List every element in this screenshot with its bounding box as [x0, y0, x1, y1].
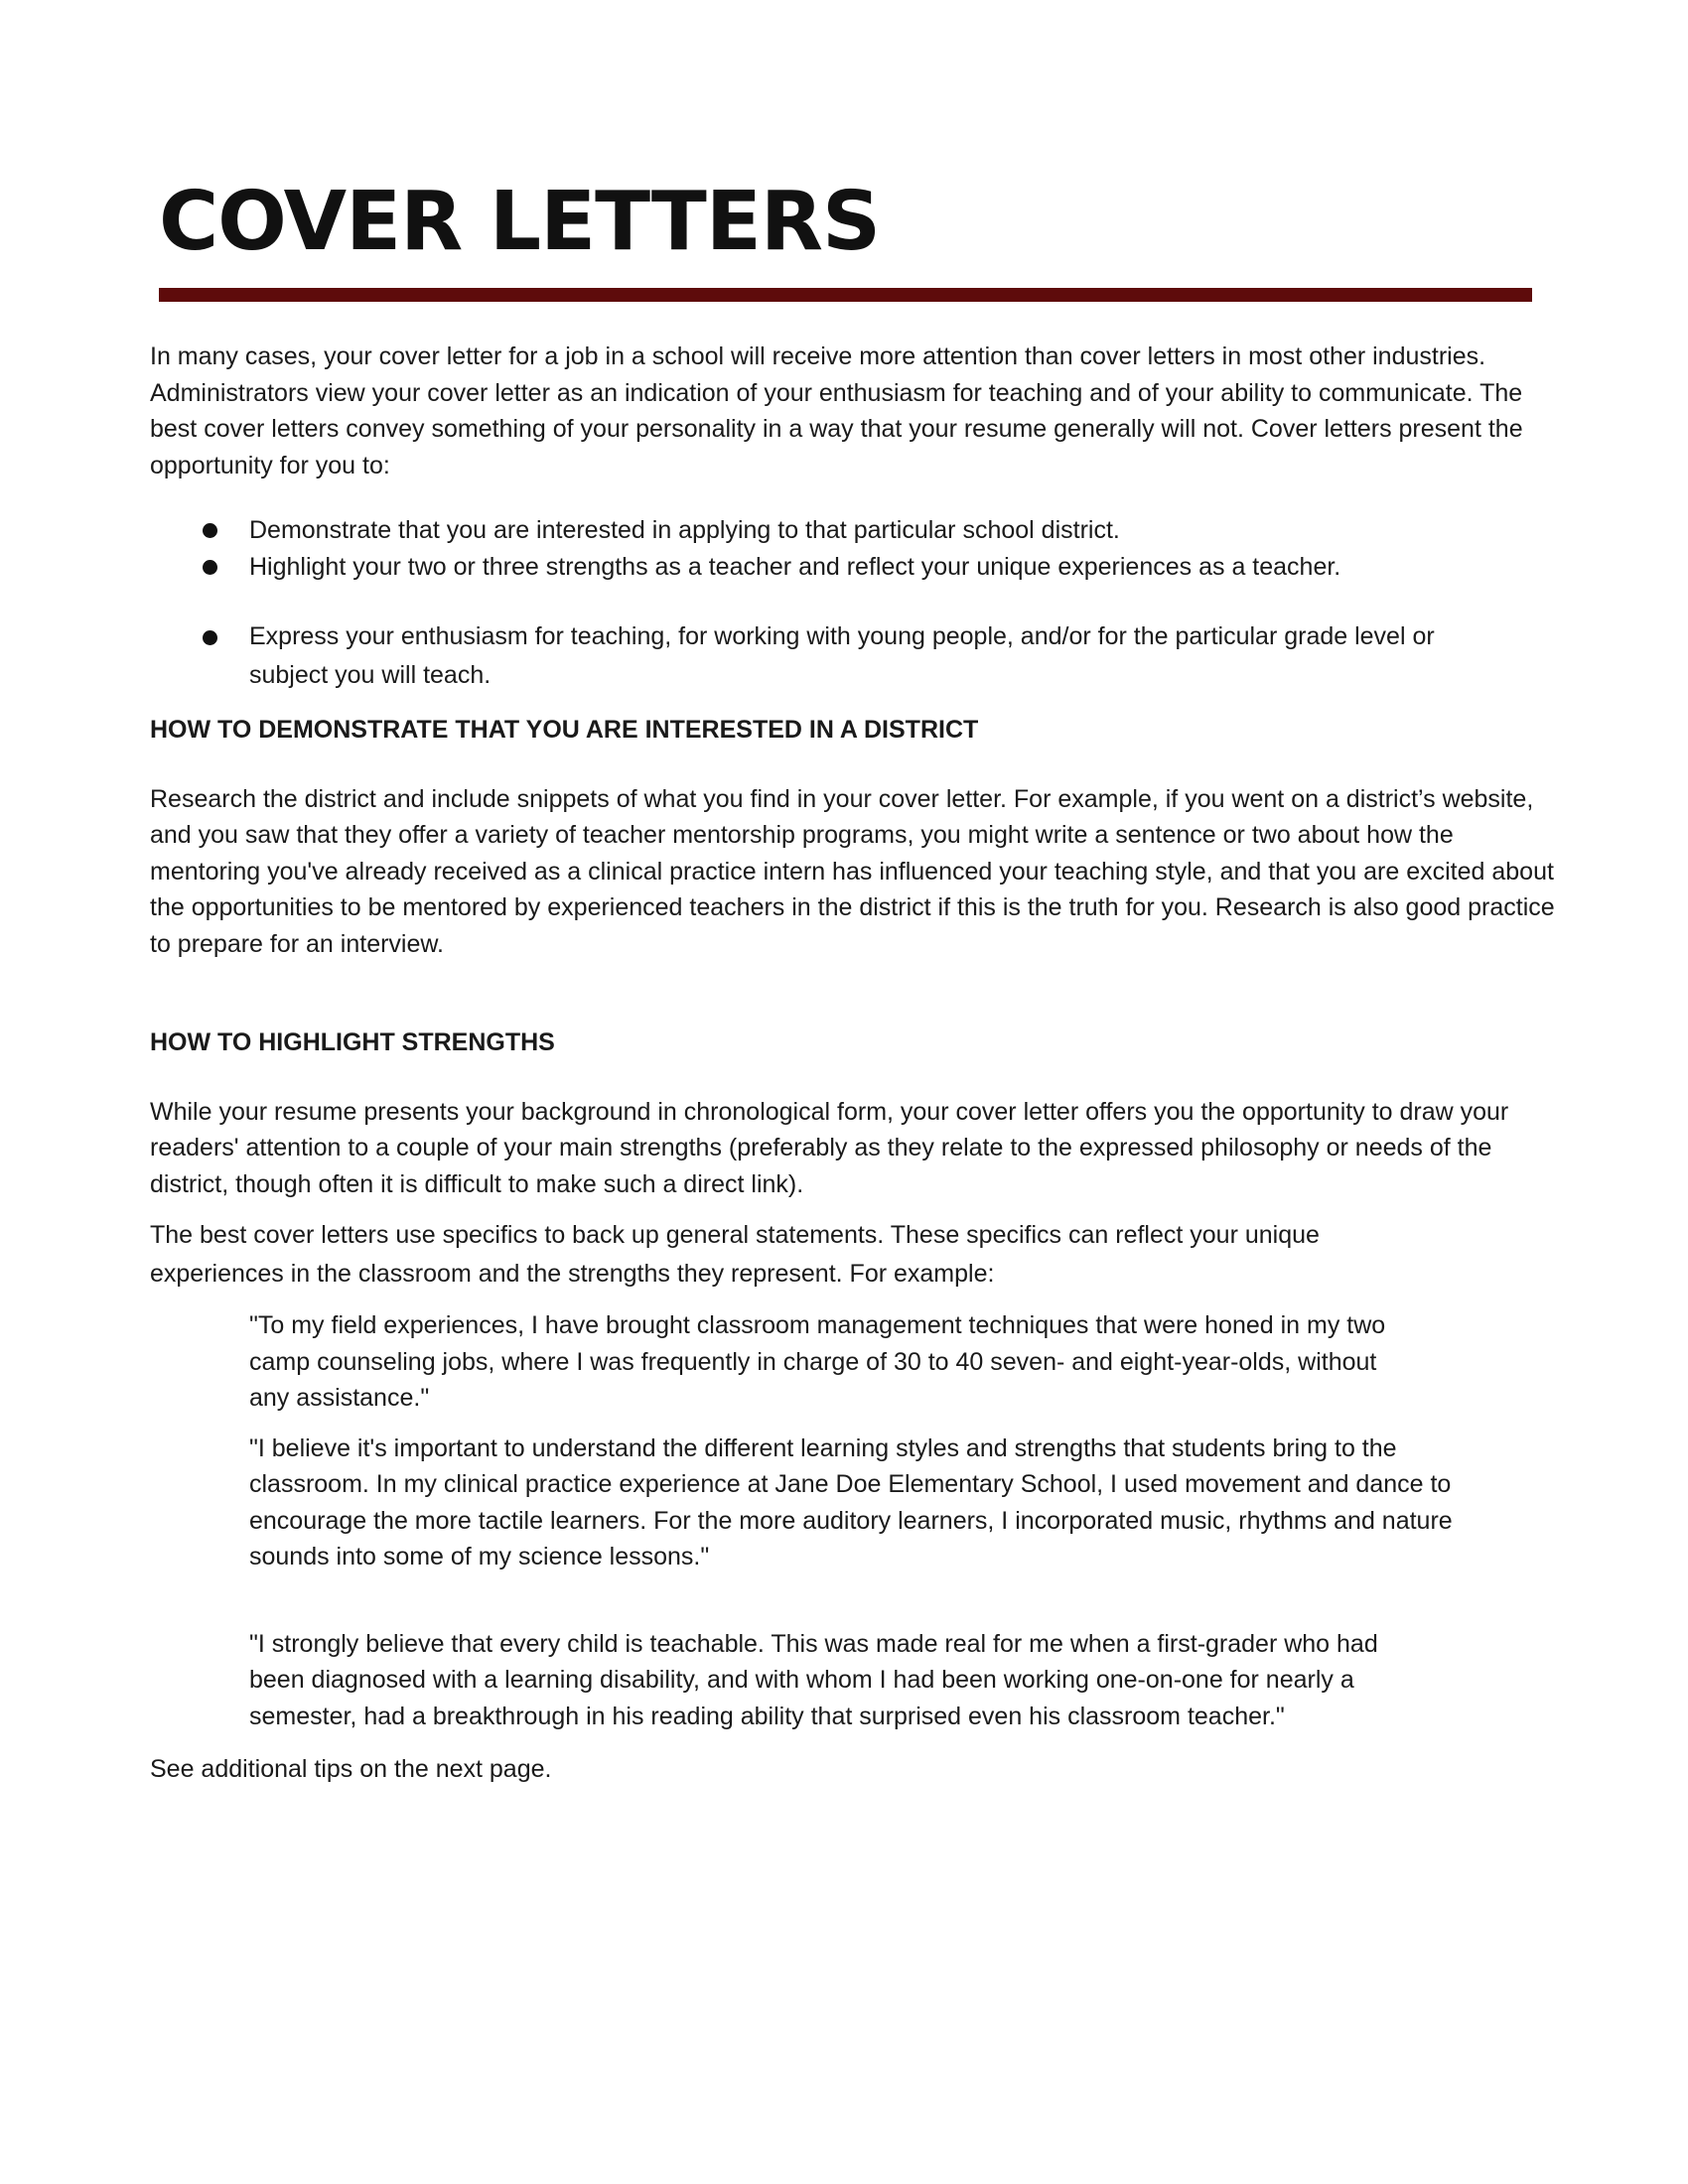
list-item [150, 512, 1540, 549]
example-quote: "To my field experiences, I have brought classroom management techniques that were honed in my two camp counseling jobs, where I was frequently in charge of 30 to 40 seven- and eight-year-olds, without any assistance." [249, 1311, 1386, 1412]
list-item-text: Highlight your two or three strengths as a teacher and reflect your unique experiences as a teacher. [249, 552, 1341, 581]
list-item [150, 617, 1570, 695]
next-page-note: See additional tips on the next page. [150, 1755, 552, 1783]
bullet-icon [203, 560, 217, 575]
list-item-text: Express your enthusiasm for teaching, for working with young people, and/or for the particular grade level or subject you will teach. [249, 622, 1435, 689]
strengths-paragraph: While your resume presents your background in chronological form, your cover letter offers you the opportunity to draw your readers' attention to a couple of your main strengths (preferably as they relate to the expressed philosophy or needs of the district, though often it is difficult to make such a direct link). [150, 1097, 1509, 1198]
bullet-icon [203, 630, 217, 645]
document-body [150, 339, 1555, 1788]
title-underline-rule [159, 288, 1532, 302]
section-heading-district: HOW TO DEMONSTRATE THAT YOU ARE INTERESTED IN A DISTRICT [150, 716, 979, 744]
opportunity-list [150, 512, 1540, 695]
example-quote: "I believe it's important to understand the different learning styles and strengths that students bring to the classroom. In my clinical practice experience at Jane Doe Elementary School, I used movement and dance to encourage the more tactile learners. For the more auditory learners, I incorporated music, rhythms and nature sounds into some of my science lessons." [249, 1433, 1453, 1570]
intro-paragraph: In many cases, your cover letter for a job in a school will receive more attention than cover letters in most other industries. Administrators view your cover letter as an indication of your enthusiasm for teaching and of your ability to communicate. The best cover letters convey something of your personality in a way that your resume generally will not. Cover letters present the opportunity for you to: [150, 342, 1523, 479]
example-quote: "I strongly believe that every child is teachable. This was made real for me when a first-grader who had been diagnosed with a learning disability, and with whom I had been working one-on-one for nearly a semester, had a breakthrough in his reading ability that surprised even his classroom teacher." [249, 1629, 1378, 1730]
bullet-icon [203, 523, 217, 538]
list-item [150, 549, 1540, 586]
specifics-paragraph: The best cover letters use specifics to back up general statements. These specifics can reflect your unique experiences in the classroom and the strengths they represent. For example: [150, 1221, 1320, 1288]
list-item-text: Demonstrate that you are interested in applying to that particular school district. [249, 516, 1120, 544]
page-title: COVER LETTERS [159, 175, 881, 269]
section-heading-strengths: HOW TO HIGHLIGHT STRENGTHS [150, 1028, 555, 1056]
district-research-paragraph: Research the district and include snippets of what you find in your cover letter. For example, if you went on a district’s website, and you saw that they offer a variety of teacher mentorship programs, you might write a sentence or two about how the mentoring you've already received as a clinical practice intern has influenced your teaching style, and that you are excited about the opportunities to be mentored by experienced teachers in the district if this is the truth for you. Research is also good practice to prepare for an interview. [150, 784, 1555, 958]
